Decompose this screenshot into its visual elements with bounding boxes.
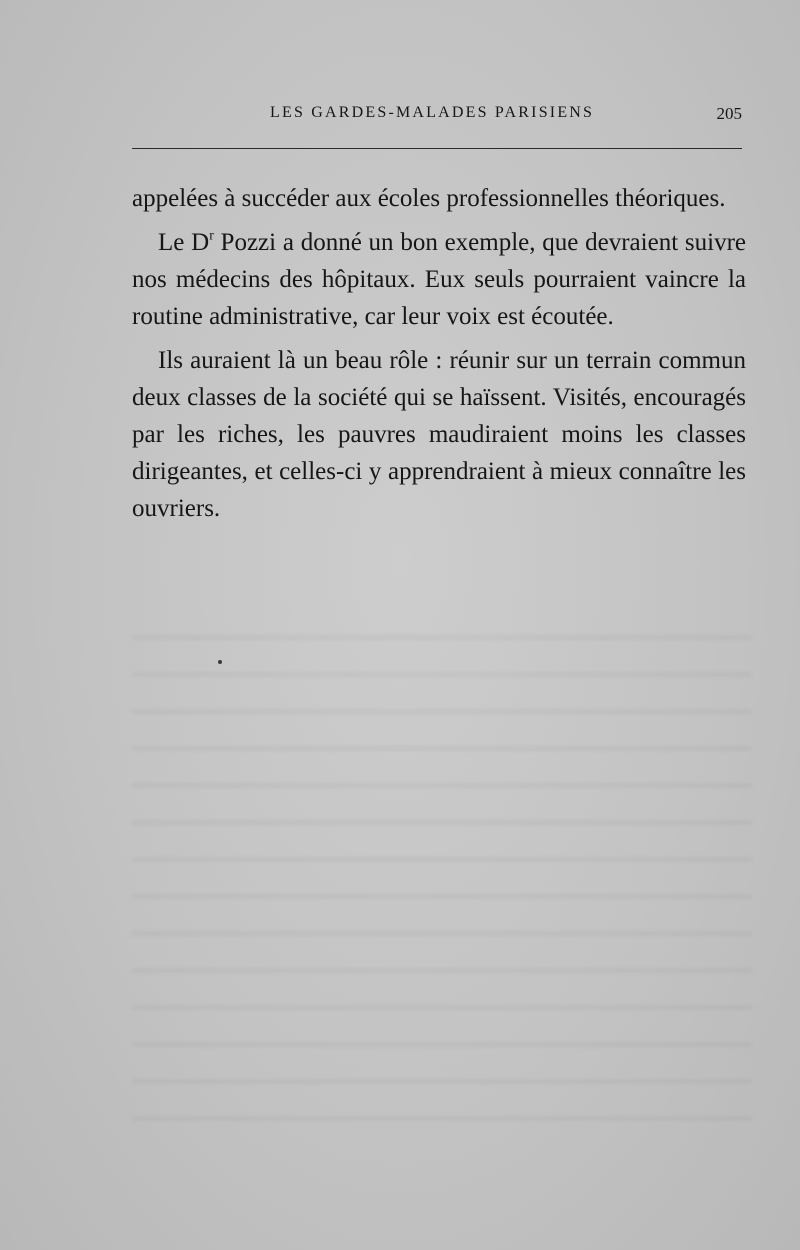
doctor-superscript: r [209, 227, 214, 243]
show-through-text [132, 610, 752, 1130]
body-text [132, 180, 746, 534]
ink-speck [218, 660, 222, 664]
page-number: 205 [716, 104, 742, 123]
paragraph-3-text: Ils auraient là un beau rôle : réunir sur un terrain commun deux classes de la société qui se haïssent. Visités, encouragés par les riches, les pauvres maudiraient moins les classes dirigeantes, et celles-ci y apprendraient à mieux connaître les ouvriers. [132, 347, 746, 522]
paragraph-2-text: Pozzi a donné un bon exemple, que devraient suivre nos médecins des hôpitaux. Eux seuls pourraient vaincre la routine administrative, car leur voix est écoutée. [132, 229, 746, 330]
paragraph-2 [132, 224, 746, 335]
paragraph-2-start: Le D [158, 229, 210, 256]
running-head [132, 104, 742, 128]
paragraph-3 [132, 342, 746, 527]
running-title: LES GARDES-MALADES PARISIENS [270, 104, 595, 121]
paragraph-1 [132, 180, 746, 217]
paragraph-1-text: appelées à succéder aux écoles professionnelles théoriques. [132, 185, 726, 212]
header-rule [132, 148, 742, 149]
